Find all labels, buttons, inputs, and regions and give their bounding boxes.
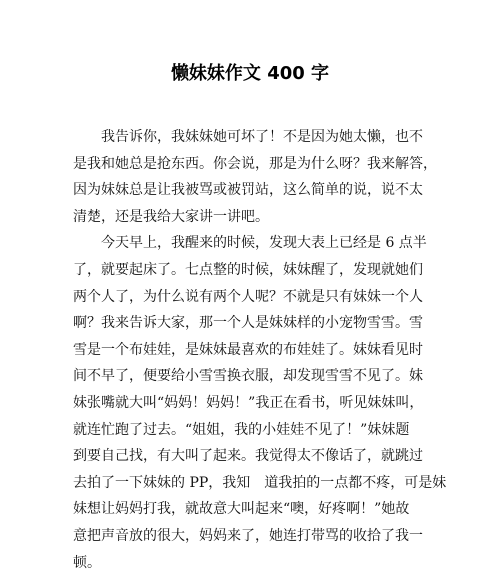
paragraph-line: 我告诉你，我妹妹她可坏了！不是因为她太懒，也不: [73, 124, 433, 151]
paragraph-line: 雪是一个布娃娃，是妹妹最喜欢的布娃娃了。妹妹看见时: [73, 337, 433, 364]
paragraph-line: 妹张嘴就大叫“妈妈！妈妈！”我正在看书，听见妹妹叫，: [73, 390, 433, 417]
document-body: [73, 124, 433, 576]
paragraph-line: 是我和她总是抢东西。你会说，那是为什么呀？我来解答，: [73, 151, 433, 178]
paragraph-line: 到要自己找，有大叫了起来。我觉得太不像话了，就跳过: [73, 443, 433, 470]
paragraph-line: 间不早了，便要给小雪雪换衣服，却发现雪雪不见了。妹: [73, 363, 433, 390]
paragraph-line: 今天早上，我醒来的时候，发现大表上已经是 6 点半: [73, 230, 433, 257]
paragraph-line: 清楚，还是我给大家讲一讲吧。: [73, 204, 433, 231]
paragraph-line: 啊？我来告诉大家，那一个人是妹妹样的小宠物雪雪。雪: [73, 310, 433, 337]
document-title: 懒妹妹作文 400 字: [0, 61, 500, 87]
paragraph-line: 意把声音放的很大，妈妈来了，她连打带骂的收拾了我一: [73, 523, 433, 550]
paragraph-line: 因为妹妹总是让我被骂或被罚站，这么简单的说，说不太: [73, 177, 433, 204]
paragraph-line: 妹想让妈妈打我，就故意大叫起来“噢，好疼啊！”她故: [73, 496, 433, 523]
paragraph-line: 去拍了一下妹妹的 PP，我知 道我拍的一点都不疼，可是妹: [73, 470, 433, 497]
paragraph-line: 两个人了，为什么说有两个人呢？不就是只有妹妹一个人: [73, 284, 433, 311]
paragraph-line: 顿。: [73, 550, 433, 576]
paragraph-line: 就连忙跑了过去。“姐姐，我的小娃娃不见了！”妹妹题: [73, 417, 433, 444]
paragraph-line: 了，就要起床了。七点整的时候，妹妹醒了，发现就她们: [73, 257, 433, 284]
